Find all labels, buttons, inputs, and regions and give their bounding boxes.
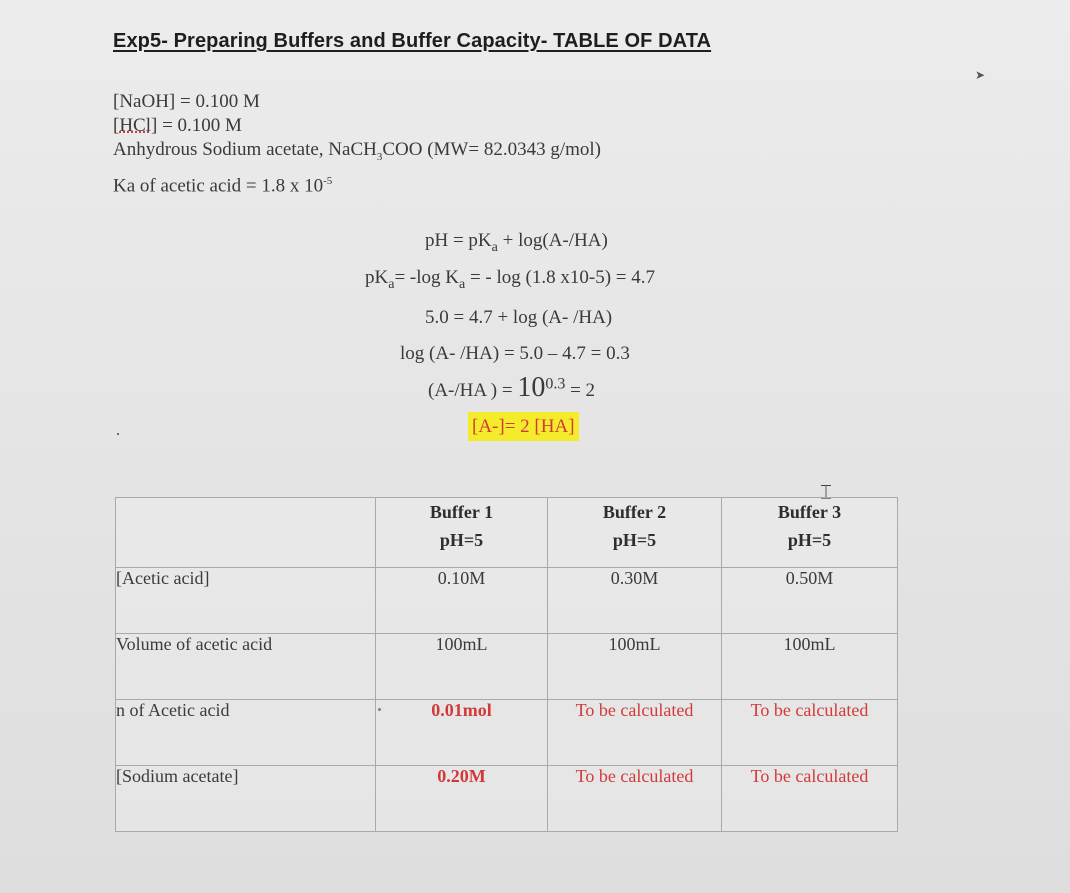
header-name: Buffer 2 xyxy=(602,502,667,522)
f2-sub1: a xyxy=(388,276,395,292)
mouse-pointer-icon: ➤ xyxy=(975,68,986,82)
hcl-suffix: ] = 0.100 M xyxy=(151,115,242,136)
table-row xyxy=(116,568,898,634)
hcl-line xyxy=(113,114,601,138)
f5-text-b: = 2 xyxy=(565,380,596,401)
header-name: Buffer 1 xyxy=(429,502,494,522)
header-ph: pH=5 xyxy=(787,530,832,550)
table-cell: To be calculated xyxy=(722,766,898,832)
sodium-acetate-line xyxy=(113,138,601,169)
row-label: Volume of acetic acid xyxy=(116,634,376,700)
header-buffer-3 xyxy=(722,498,898,568)
header-ph: pH=5 xyxy=(439,530,484,550)
f5-text-a: (A-/HA ) = xyxy=(428,380,518,401)
naoh-line: [NaOH] = 0.100 M xyxy=(113,91,260,112)
f5-exponent: 0.3 xyxy=(545,375,566,393)
ka-text: Ka of acetic acid = 1.8 x 10 xyxy=(113,175,324,197)
table-cell: 100mL xyxy=(548,634,722,700)
ka-line xyxy=(113,169,601,198)
formula-ratio xyxy=(428,372,595,404)
hcl-prefix: [ xyxy=(113,115,120,136)
formula-pka xyxy=(365,267,655,293)
acetate-sub: 3 xyxy=(376,150,383,163)
f5-base: 10 xyxy=(517,372,546,403)
table-corner-cell xyxy=(116,498,376,568)
row-label: [Sodium acetate] xyxy=(116,766,376,832)
page-title: Exp5- Preparing Buffers and Buffer Capacity- TABLE OF DATA xyxy=(113,30,712,52)
table-row xyxy=(116,766,898,832)
f2-text-a: pK xyxy=(365,267,389,288)
table-cell: To be calculated xyxy=(548,700,722,766)
text-cursor-icon: ⌶ xyxy=(820,480,832,504)
ka-exponent: -5 xyxy=(323,174,333,187)
highlighted-result: [A-]= 2 [HA] xyxy=(468,412,579,441)
table-row xyxy=(116,634,898,700)
table-cell: To be calculated xyxy=(722,700,898,766)
row-label: n of Acetic acid xyxy=(116,700,376,766)
formula-henderson xyxy=(425,230,608,256)
reagent-info xyxy=(113,90,601,198)
header-name: Buffer 3 xyxy=(777,502,842,522)
f1-text-a: pH = pK xyxy=(425,230,492,251)
stray-dot xyxy=(117,433,119,435)
table-cell: 0.30M xyxy=(548,568,722,634)
table-cell: 0.20M xyxy=(376,766,548,832)
table-cell: 0.50M xyxy=(722,568,898,634)
header-buffer-2 xyxy=(548,498,722,568)
data-table xyxy=(115,497,898,832)
acetate-text-b: COO (MW= 82.0343 g/mol) xyxy=(382,139,601,160)
f2-sub2: a xyxy=(459,276,466,292)
table-cell: To be calculated xyxy=(548,766,722,832)
f1-text-b: + log(A-/HA) xyxy=(497,230,608,251)
table-cell: 0.10M xyxy=(376,568,548,634)
table-cell: 100mL xyxy=(376,634,548,700)
table-cell: 100mL xyxy=(722,634,898,700)
f1-sub: a xyxy=(491,239,498,255)
acetate-text-a: Anhydrous Sodium acetate, NaCH xyxy=(113,139,377,160)
header-buffer-1 xyxy=(376,498,548,568)
formula-result xyxy=(468,416,579,438)
formula-substitution: 5.0 = 4.7 + log (A- /HA) xyxy=(425,307,613,328)
table-header-row xyxy=(116,498,898,568)
f2-text-c: = - log (1.8 x10-5) = 4.7 xyxy=(465,267,655,288)
row-label: [Acetic acid] xyxy=(116,568,376,634)
f2-text-b: = -log K xyxy=(394,267,459,288)
formula-log-ratio: log (A- /HA) = 5.0 – 4.7 = 0.3 xyxy=(400,343,630,364)
hcl-name: HCl xyxy=(119,115,152,136)
table-row xyxy=(116,700,898,766)
header-ph: pH=5 xyxy=(612,530,657,550)
table-cell: 0.01mol xyxy=(376,700,548,766)
